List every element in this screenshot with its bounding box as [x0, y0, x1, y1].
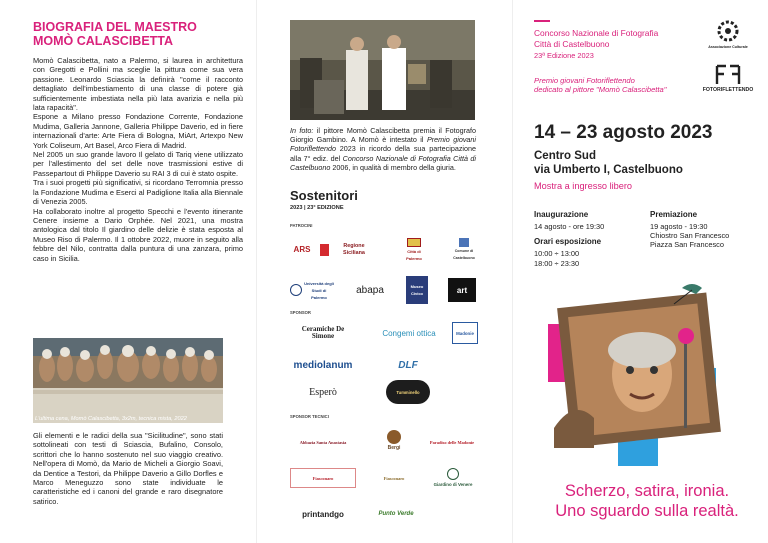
logo-unipa: Università degli Studi di Palermo: [290, 276, 334, 304]
section-label-sponsor: SPONSOR: [290, 310, 311, 315]
hours-evening: 18:00 ÷ 23:30: [534, 259, 580, 268]
bio-paragraph: Espone a Milano presso Fondazione Corrente, Fondazione Mudima, Galleria Jannone, Galleria Philippe Daverio, ed in fiere internazionali d'arte: Arte Fiera di Bologna, MiArt, Artexpo New York Coliseum, Art Basel, Arco Fiera di Madrid.: [33, 112, 243, 150]
logo-comune-castelbuono: Comune di Castelbuono: [449, 238, 479, 262]
association-emblem-icon: [715, 18, 741, 44]
logo-printandgo: printandgo: [302, 509, 344, 519]
award-photo: [290, 20, 475, 120]
prize-dedication: Premio giovani Fotoriflettendo dedicato al pittore "Momò Calascibetta": [534, 76, 667, 95]
logo-fiasconaro-b: Fiasconaro: [383, 475, 405, 481]
slogan: Scherzo, satira, ironia. Uno sguardo sulla realtà.: [555, 482, 739, 520]
logo-ars: ARS: [293, 244, 311, 254]
logo-giardino-venere: Giardino di Venere: [428, 466, 478, 490]
section-label-patrocini: PATROCINI: [290, 223, 313, 228]
section-label-sponsor-tecnici: SPONSOR TECNICI: [290, 414, 329, 419]
logo-fiasconaro-a: Fiasconaro: [290, 468, 356, 488]
fold-divider: [256, 0, 257, 543]
event-venue: Centro Sud via Umberto I, Castelbuono: [534, 150, 683, 176]
bio-paragraph: Tra i suoi progetti più significativi, si ricordano Terromnia presso la Fondazione Mudima e Eserci al Padiglione Italia alla Biennale di Venezia 2005.: [33, 178, 243, 207]
logo-bergi: Bergi: [376, 428, 412, 454]
sponsors-panel: [256, 0, 512, 543]
logo-abbazia-santa-anastasia: Abbazia Santa Anastasia: [299, 439, 347, 445]
inauguration-time: 14 agosto - ore 19:30: [534, 222, 605, 231]
logo-museo-civico: Museo Civico: [406, 276, 428, 304]
contest-title: Concorso Nazionale di Fotografia Città di Castelbuono 23ª Edizione 2023: [534, 28, 659, 60]
award-ceremony-square: Piazza San Francesco: [650, 240, 724, 249]
award-ceremony-title: Premiazione: [650, 210, 698, 219]
event-dates: 14 – 23 agosto 2023: [534, 122, 713, 143]
logo-madonie: Madonie: [452, 322, 478, 344]
biography-title: BIOGRAFIA DEL MAESTRO MOMÒ CALASCIBETTA: [33, 20, 197, 48]
association-logo: Associazione Culturale: [708, 18, 748, 49]
logo-mediolanum: mediolanum: [293, 359, 353, 371]
logo-ceramiche-de-simone: Ceramiche De Simone: [301, 325, 345, 340]
logo-regione-siciliana: Regione Siciliana: [320, 236, 376, 264]
inauguration-title: Inaugurazione: [534, 210, 589, 219]
logo-dlf: DLF: [398, 359, 418, 371]
biography-text: [33, 56, 243, 263]
accent-bar: [534, 20, 550, 22]
logo-paradiso-madonie: Paradiso delle Madonie: [429, 439, 475, 445]
free-entry: Mostra a ingresso libero: [534, 181, 633, 191]
bio-paragraph: Momò Calascibetta, nato a Palermo, si laurea in architettura con Gregotti e Pollini ma sceglie la pittura come sua vera passione. Leonardo Sciascia la definirà "come il racconto dettagliato dell'imbestiamento di una classe di potere già sufficientemente imbestiata nella più lata avarizia e nella più lata rapacità".: [33, 56, 243, 113]
logo-art: art: [448, 278, 476, 302]
event-panel: [512, 0, 768, 543]
painting-caption: L'ultima cena, Momò Calascibetta, 3x2m, tecnica mista, 2022: [35, 416, 187, 422]
fotoriflettendo-emblem-icon: [715, 64, 741, 86]
biography-panel: [0, 0, 256, 543]
hours-title: Orari esposizione: [534, 237, 602, 246]
award-ceremony-place: Chiostro San Francesco: [650, 231, 730, 240]
logo-tumminello: Tumminello: [386, 380, 430, 404]
logo-citta-palermo: Città di Palermo: [400, 238, 428, 262]
hours-morning: 10:00 ÷ 13:00: [534, 249, 580, 258]
bio-paragraph: Nel 2005 un suo grande lavoro Il gelato di Tariq viene utilizzato per l'allestimento del set delle nove trasmissioni estive di Passepartout di Philippe Daverio su RAI 3 di cui è stato ospite.: [33, 150, 243, 178]
logo-punto-verde: Punto Verde: [378, 510, 414, 517]
logo-congemi-ottica: Congemi ottica: [382, 328, 436, 338]
fotoriflettendo-logo: FOTORIFLETTENDO: [702, 64, 754, 93]
logo-abapa: abapa: [356, 284, 384, 296]
sicilitudine-text: Gli elementi e le radici della sua "Sicilitudine", sono stati sottolineati con testi di Sciascia, Bufalino, Consolo, scrittori che lo hanno sostenuto nel suo viaggio creativo. Nell'opera di Momò, da Mario de Micheli a Giorgio Soavi, da Dentice a Testori, da Philippe Daverio a Gillo Dorfles e Marco Meneguzzo sono state individuate le caratteristiche ed i canoni del grande e raro disegnatore satirico.: [33, 431, 223, 506]
sponsors-title: Sostenitori: [290, 188, 358, 203]
award-ceremony-time: 19 agosto - 19:30: [650, 222, 708, 231]
sponsors-subtitle: 2023 | 23° EDIZIONE: [290, 205, 344, 211]
photo-caption: In foto: il pittore Momò Calascibetta premia il Fotografo Giorgio Gambino. A Momò è intestato il Premio giovani Fotoriflettendo 2023 in ricordo della sua partecipazione alla 7° ediz. del Concorso Nazionale di Fotografia Città di Castelbuono 2006, in qualità di membro della giuria.: [290, 126, 477, 172]
logo-espero: Esperò: [309, 386, 337, 398]
fold-divider: [512, 0, 513, 543]
bio-paragraph: Ha collaborato inoltre al progetto Specchi e l'evento itinerante Cenere insieme a Dario Orphée. Nel 2021, una mostra antologica dal titolo Il giardino delle delizie è stata esposta al Museo Riso di Palermo. Il 1 ottobre 2022, muore in seguito alla febbre del Nilo, contratta dalla puntura di una zanzara, primo caso in Sicilia.: [33, 206, 243, 263]
last-supper-painting: [33, 338, 223, 423]
poster-artwork: [534, 278, 754, 468]
